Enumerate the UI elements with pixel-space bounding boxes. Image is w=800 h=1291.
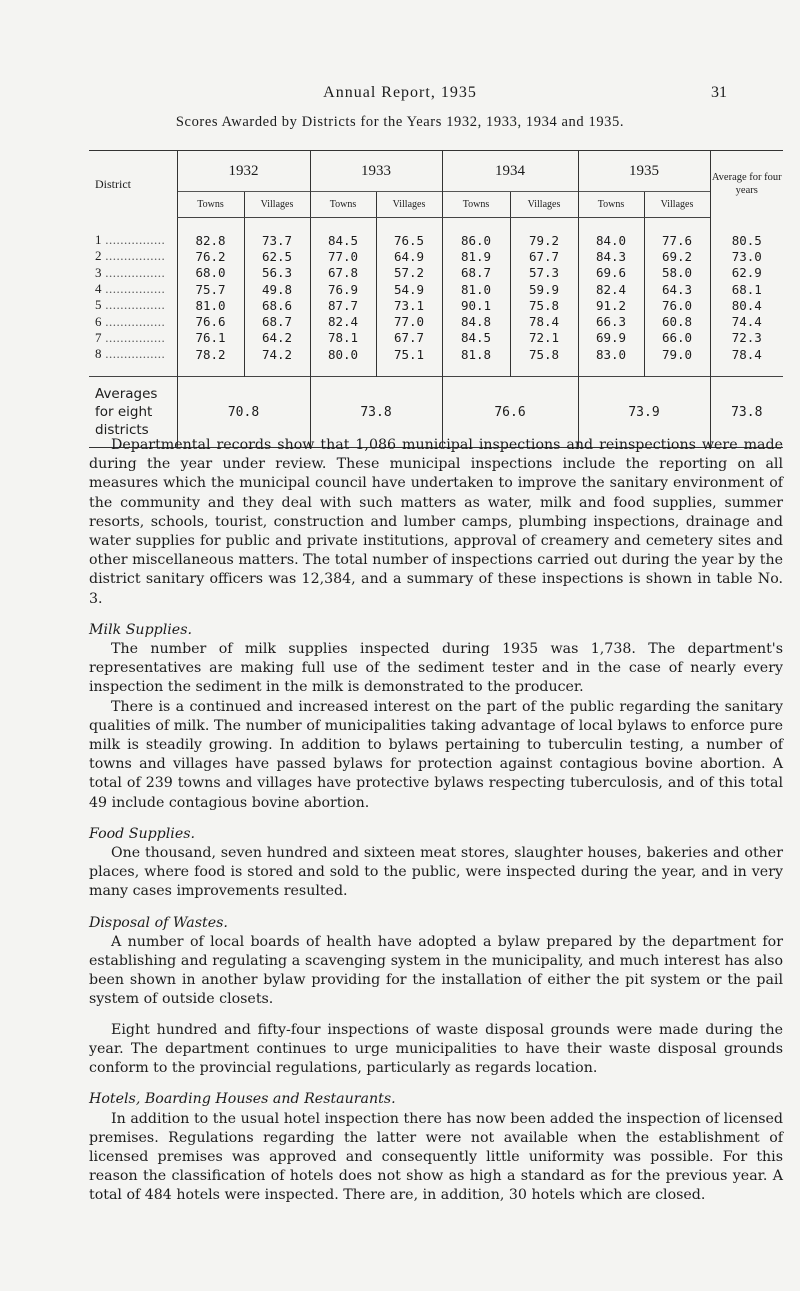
leader-dots: ................ (101, 346, 166, 362)
table-row (89, 330, 783, 346)
table-title: Scores Awarded by Districts for the Years 1932, 1933, 1934 and 1935. (175, 114, 625, 130)
table-row (89, 232, 783, 248)
average-value: 70.8 (177, 377, 310, 448)
district-cell (89, 330, 177, 346)
score-cell: 76.6 (177, 313, 244, 329)
score-cell: 77.0 (376, 313, 442, 329)
score-cell: 69.2 (644, 248, 710, 264)
body-text (89, 436, 783, 1206)
leader-dots: ................ (101, 297, 166, 313)
score-cell: 82.8 (177, 232, 244, 248)
score-cell: 69.6 (578, 265, 644, 281)
average-value: 76.6 (442, 377, 578, 448)
section-heading: Hotels, Boarding Houses and Restaurants. (89, 1091, 396, 1108)
score-cell: 76.1 (177, 330, 244, 346)
score-cell: 80.0 (310, 346, 376, 362)
score-cell: 73.7 (244, 232, 310, 248)
score-cell: 68.7 (442, 265, 510, 281)
score-cell: 69.9 (578, 330, 644, 346)
towns-subheader: Towns (442, 192, 510, 218)
score-cell: 90.1 (442, 297, 510, 313)
score-cell: 81.0 (177, 297, 244, 313)
score-cell: 81.8 (442, 346, 510, 362)
year-header: 1932 (177, 151, 310, 192)
average-value: 73.9 (578, 377, 710, 448)
paragraph: A number of local boards of health have adopted a bylaw prepared by the department for establishing and regulating a scavenging system in the municipality, and much interest has also been shown in another bylaw providing for the installation of either the pit system or the pail system of outside closets. (89, 933, 783, 1008)
score-cell: 56.3 (244, 265, 310, 281)
score-cell: 57.3 (510, 265, 578, 281)
leader-dots: ................ (101, 232, 166, 248)
district-number: 3 (95, 264, 102, 280)
score-cell: 84.3 (578, 248, 644, 264)
running-head: Annual Report, 1935 (323, 84, 477, 101)
score-cell: 64.3 (644, 281, 710, 297)
paragraph: Departmental records show that 1,086 municipal inspections and reinspections were made during the year under review. These municipal inspections include the reporting on all measures which the municipal council have undertaken to improve the sanitary environment of the community and they deal with such matters as water, milk and food supplies, summer resorts, schools, tourist, construction and lumber camps, plumbing inspections, drainage and water supplies for public and private institutions, approval of creamery and cemetery sites and other miscellaneous matters. The total number of inspections carried out during the year by the district sanitary officers was 12,384, and a summary of these inspections is shown in table No. 3. (89, 437, 783, 607)
score-cell: 81.0 (442, 281, 510, 297)
score-cell: 84.0 (578, 232, 644, 248)
district-number: 7 (95, 329, 102, 345)
section-heading: Disposal of Wastes. (89, 914, 228, 931)
page-number: 31 (711, 84, 727, 101)
score-cell: 67.8 (310, 265, 376, 281)
average-column-header: Average for four years (710, 151, 783, 218)
table-row (89, 313, 783, 329)
score-cell: 64.9 (376, 248, 442, 264)
score-cell: 82.4 (578, 281, 644, 297)
score-cell: 78.1 (310, 330, 376, 346)
score-cell: 67.7 (510, 248, 578, 264)
average-cell: 68.1 (710, 281, 783, 297)
district-number: 4 (95, 281, 102, 297)
district-number: 2 (95, 248, 102, 264)
district-number: 6 (95, 313, 102, 329)
score-cell: 79.2 (510, 232, 578, 248)
score-cell: 75.8 (510, 346, 578, 362)
district-cell (89, 281, 177, 297)
score-cell: 66.3 (578, 313, 644, 329)
average-cell: 78.4 (710, 346, 783, 362)
district-cell (89, 265, 177, 281)
average-cell: 73.0 (710, 248, 783, 264)
paragraph: The number of milk supplies inspected during 1935 was 1,738. The department's representatives are making full use of the sediment tester and in the case of nearly every inspection the sediment in the milk is demonstrated to the producer. (89, 641, 783, 696)
average-cell: 74.4 (710, 313, 783, 329)
score-cell: 60.8 (644, 313, 710, 329)
score-cell: 66.0 (644, 330, 710, 346)
leader-dots: ................ (101, 329, 166, 345)
score-cell: 68.0 (177, 265, 244, 281)
score-cell: 82.4 (310, 313, 376, 329)
towns-subheader: Towns (310, 192, 376, 218)
paragraph: There is a continued and increased interest on the part of the public regarding the sanitary qualities of milk. The number of municipalities taking advantage of local bylaws to enforce pure milk is steadily growing. In addition to bylaws pertaining to tuberculin testing, a number of towns and villages have passed bylaws for protection against contagious bovine abortion. A total of 239 towns and villages have protective bylaws respecting tuberculosis, and of this total 49 include contagious bovine abortion. (89, 698, 783, 811)
year-header: 1934 (442, 151, 578, 192)
paragraph: One thousand, seven hundred and sixteen meat stores, slaughter houses, bakeries and other places, where food is stored and sold to the public, were inspected during the year, and in very many cases improvements resulted. (89, 845, 783, 900)
score-cell: 64.2 (244, 330, 310, 346)
score-cell: 73.1 (376, 297, 442, 313)
score-cell: 77.6 (644, 232, 710, 248)
villages-subheader: Villages (644, 192, 710, 218)
paragraph: Eight hundred and fifty-four inspections of waste disposal grounds were made during the year. The department continues to urge municipalities to have their waste disposal grounds conform to the provincial regulations, particularly as regards location. (89, 1021, 783, 1077)
district-cell (89, 232, 177, 248)
score-cell: 72.1 (510, 330, 578, 346)
score-cell: 86.0 (442, 232, 510, 248)
average-cell: 62.9 (710, 265, 783, 281)
score-cell: 59.9 (510, 281, 578, 297)
page-header (0, 84, 800, 108)
paragraph: In addition to the usual hotel inspection there has now been added the inspection of licensed premises. Regulations regarding the latter were not available when the establishment of licensed premises was approved and consequently little uniformity was possible. For this reason the classification of hotels does not show as high a standard as for the previous year. A total of 484 hotels were inspected. There are, in addition, 30 hotels which are closed. (89, 1110, 783, 1204)
score-cell: 68.6 (244, 297, 310, 313)
section-heading: Food Supplies. (89, 825, 196, 842)
score-cell: 76.0 (644, 297, 710, 313)
subheader-row (89, 192, 783, 218)
score-cell: 84.5 (310, 232, 376, 248)
score-cell: 81.9 (442, 248, 510, 264)
district-number: 1 (95, 232, 102, 248)
leader-dots: ................ (101, 281, 166, 297)
district-number: 8 (95, 346, 102, 362)
year-header: 1935 (578, 151, 710, 192)
score-cell: 68.7 (244, 313, 310, 329)
villages-subheader: Villages (376, 192, 442, 218)
district-number: 5 (95, 297, 102, 313)
score-cell: 67.7 (376, 330, 442, 346)
villages-subheader: Villages (244, 192, 310, 218)
average-value: 73.8 (310, 377, 442, 448)
averages-label: Averages for eight districts (89, 377, 177, 448)
table-row (89, 346, 783, 362)
leader-dots: ................ (101, 264, 166, 280)
year-header: 1933 (310, 151, 442, 192)
table-row (89, 248, 783, 264)
score-cell: 79.0 (644, 346, 710, 362)
towns-subheader: Towns (578, 192, 644, 218)
villages-subheader: Villages (510, 192, 578, 218)
score-cell: 75.1 (376, 346, 442, 362)
district-cell (89, 346, 177, 362)
leader-dots: ................ (101, 313, 166, 329)
average-value: 73.8 (710, 377, 783, 448)
district-cell (89, 248, 177, 264)
table-row (89, 297, 783, 313)
score-cell: 83.0 (578, 346, 644, 362)
towns-subheader: Towns (177, 192, 244, 218)
scores-table (89, 150, 783, 448)
average-cell: 80.4 (710, 297, 783, 313)
score-cell: 84.5 (442, 330, 510, 346)
score-cell: 84.8 (442, 313, 510, 329)
score-cell: 78.4 (510, 313, 578, 329)
score-cell: 57.2 (376, 265, 442, 281)
score-cell: 78.2 (177, 346, 244, 362)
district-column-header: District (95, 176, 131, 191)
average-cell: 72.3 (710, 330, 783, 346)
score-cell: 75.8 (510, 297, 578, 313)
table-row (89, 281, 783, 297)
score-cell: 87.7 (310, 297, 376, 313)
score-cell: 76.5 (376, 232, 442, 248)
leader-dots: ................ (101, 248, 166, 264)
score-cell: 54.9 (376, 281, 442, 297)
district-cell (89, 297, 177, 313)
section-heading: Milk Supplies. (89, 621, 192, 638)
score-cell: 49.8 (244, 281, 310, 297)
year-header-row (89, 151, 783, 192)
score-cell: 77.0 (310, 248, 376, 264)
score-cell: 91.2 (578, 297, 644, 313)
score-cell: 76.2 (177, 248, 244, 264)
district-cell (89, 313, 177, 329)
average-cell: 80.5 (710, 232, 783, 248)
score-cell: 74.2 (244, 346, 310, 362)
score-cell: 75.7 (177, 281, 244, 297)
score-cell: 62.5 (244, 248, 310, 264)
score-cell: 58.0 (644, 265, 710, 281)
score-cell: 76.9 (310, 281, 376, 297)
table-row (89, 265, 783, 281)
